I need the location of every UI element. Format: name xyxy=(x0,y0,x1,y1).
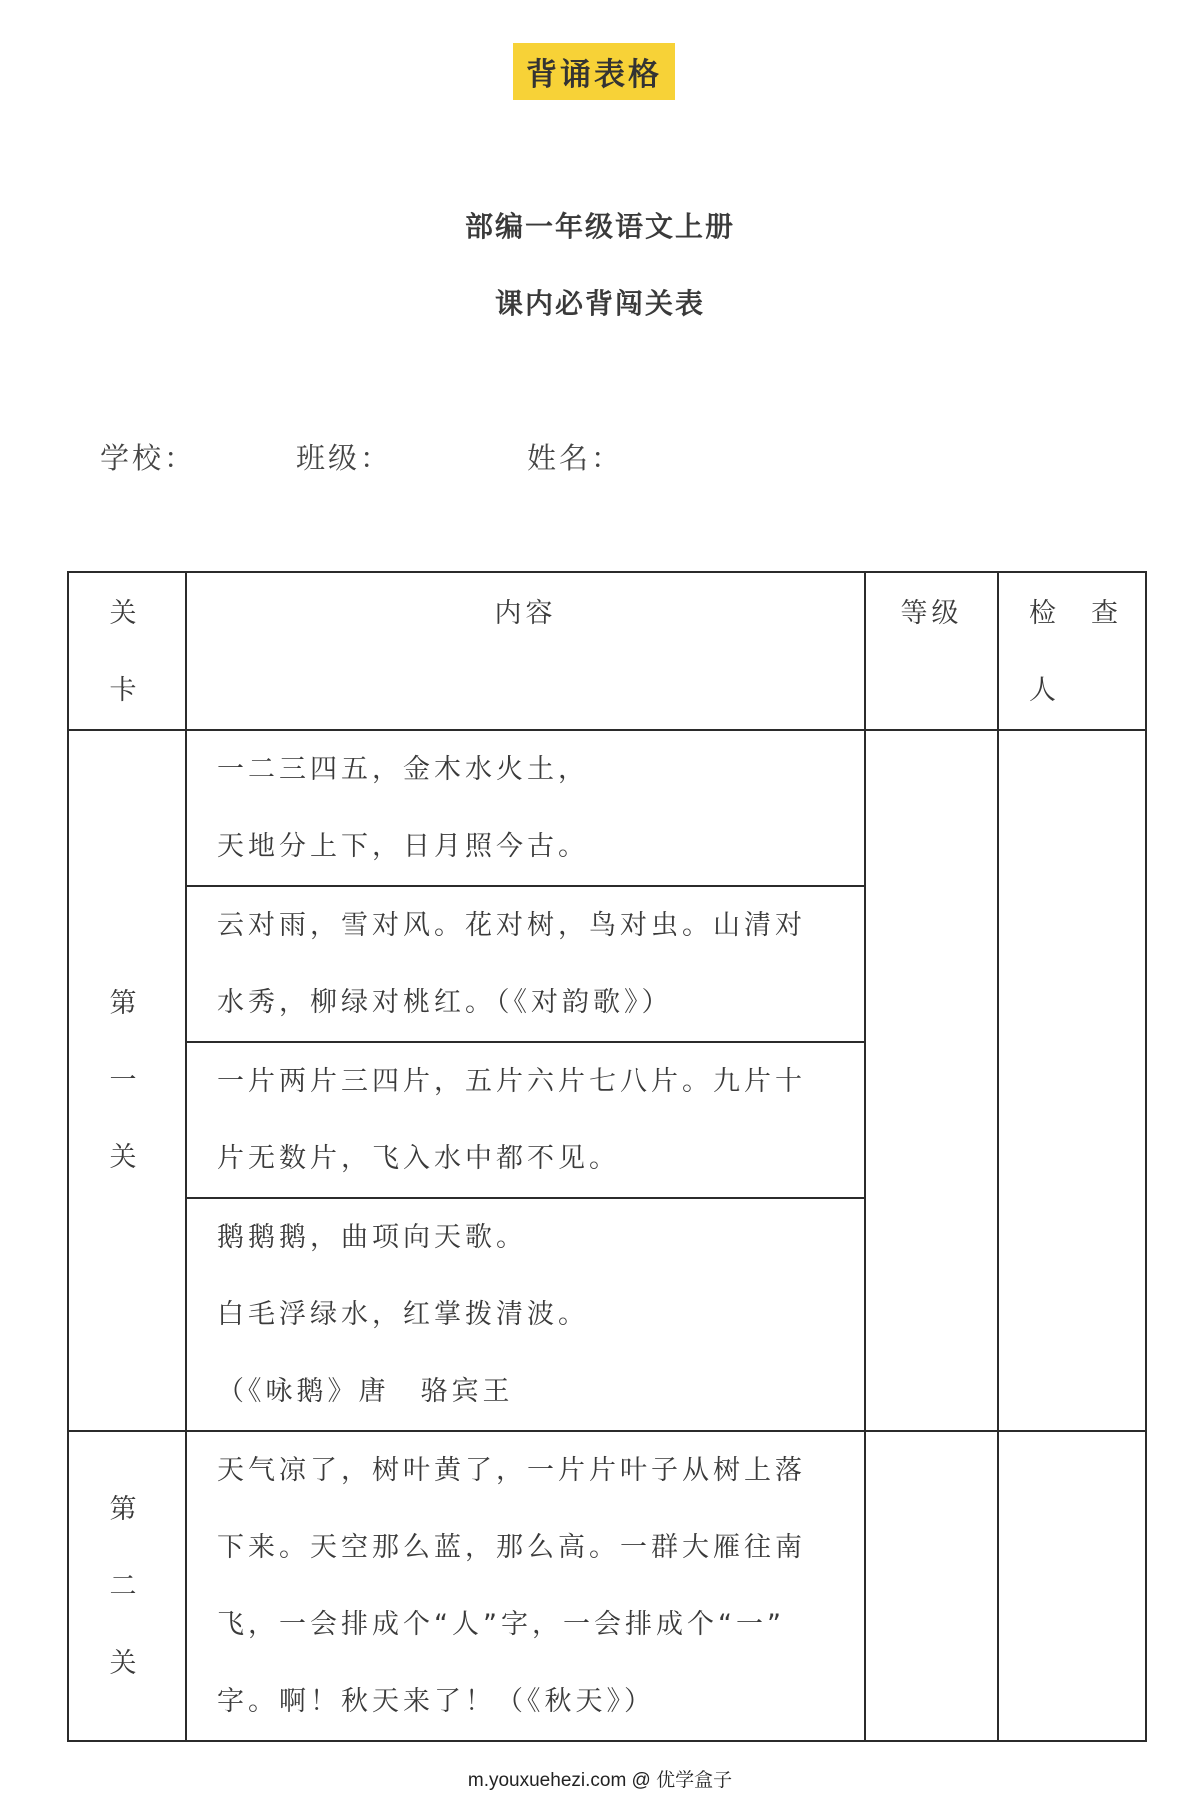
gate1-text-3 xyxy=(186,1042,865,1198)
gate2-text xyxy=(186,1431,865,1741)
text-line: 天气凉了，树叶黄了，一片片叶子从树上落 xyxy=(217,1455,806,1486)
table-header-row xyxy=(68,572,1146,730)
gate2-char: 第 xyxy=(109,1493,141,1525)
gate2-grade-cell xyxy=(865,1431,998,1741)
footer-watermark: m.youxuehezi.com @ 优学盒子 xyxy=(467,1770,733,1791)
subtitle-line-2: 课内必背闯关表 xyxy=(494,287,705,320)
table-row xyxy=(68,1431,1146,1741)
text-line: 云对雨，雪对风。花对树，鸟对虫。山清对 xyxy=(217,910,806,941)
class-label: 班级： xyxy=(296,441,393,475)
text-line: 一二三四五，金木水火土， xyxy=(217,754,589,785)
text-line: 鹅鹅鹅，曲项向天歌。 xyxy=(217,1222,527,1253)
text-line: 飞，一会排成个“人”字，一会排成个“一” xyxy=(217,1609,785,1640)
gate2-char: 关 xyxy=(109,1647,141,1679)
text-line: 下来。天空那么蓝，那么高。一群大雁往南 xyxy=(217,1532,806,1563)
name-label: 姓名： xyxy=(527,441,624,475)
header-gate xyxy=(68,572,186,730)
subtitle-line-1: 部编一年级语文上册 xyxy=(464,210,735,243)
header-checker-line: 人 xyxy=(1029,675,1060,706)
gate1-grade-cell xyxy=(865,730,998,1431)
header-gate-char: 卡 xyxy=(109,675,141,706)
text-line: 片无数片，飞入水中都不见。 xyxy=(217,1143,620,1174)
header-checker xyxy=(998,572,1146,730)
header-checker-line: 检 查 xyxy=(1029,598,1122,629)
gate1-checker-cell xyxy=(998,730,1146,1431)
table-row xyxy=(68,730,1146,886)
gate1-text-1 xyxy=(186,730,865,886)
header-gate-char: 关 xyxy=(109,598,141,629)
gate2-char: 二 xyxy=(109,1570,141,1602)
gate2-checker-cell xyxy=(998,1431,1146,1741)
gate1-char: 第 xyxy=(109,988,141,1019)
header-content: 内容 xyxy=(186,572,865,730)
gate2-label xyxy=(68,1431,186,1741)
text-line: （《咏鹅》唐 骆宾王 xyxy=(217,1376,514,1407)
gate1-text-4 xyxy=(186,1198,865,1431)
gate1-label xyxy=(68,730,186,1431)
school-label: 学校： xyxy=(100,441,197,475)
text-line: 一片两片三四片，五片六片七八片。九片十 xyxy=(217,1066,806,1097)
gate1-text-2 xyxy=(186,886,865,1042)
page-badge: 背诵表格 xyxy=(513,43,675,100)
text-line: 天地分上下，日月照今古。 xyxy=(217,831,589,862)
gate1-char: 关 xyxy=(109,1142,141,1173)
text-line: 字。啊！秋天来了！（《秋天》） xyxy=(217,1686,655,1717)
header-grade: 等级 xyxy=(865,572,998,730)
text-line: 白毛浮绿水，红掌拨清波。 xyxy=(217,1299,589,1330)
recitation-table xyxy=(67,571,1147,1742)
text-line: 水秀，柳绿对桃红。（《对韵歌》） xyxy=(217,987,673,1018)
gate1-char: 一 xyxy=(109,1065,141,1096)
